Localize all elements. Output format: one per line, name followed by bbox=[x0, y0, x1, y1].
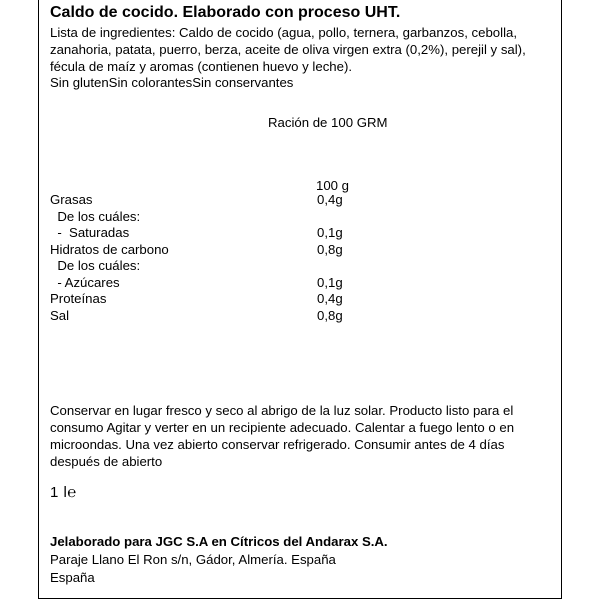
nutrient-label: Hidratos de carbono bbox=[50, 241, 169, 257]
nutrient-label: - Saturadas bbox=[50, 225, 130, 240]
nutrient-label: Grasas bbox=[50, 192, 93, 207]
manufacturer-name: Jelaborado para JGC S.A en Cítricos del Andarax S.A. bbox=[50, 534, 388, 549]
ingredients-list: Lista de ingredientes: Caldo de cocido (agua, pollo, ternera, garbanzos, cebolla, zanahoria, patata, puerro, berza, aceite de oliva virgen extra (0,2%), perejil y sal), fécula de maíz y aromas (contienen huevo y leche). bbox=[50, 25, 526, 74]
nutrient-value: 0,8g bbox=[317, 307, 343, 323]
storage-instructions: Conservar en lugar fresco y seco al abrigo de la luz solar. Producto listo para el consumo Agitar y verter en un recipiente adecuado. Calentar a fuego lento o en microondas. Una vez abierto conservar refrigerado. Consumir antes de 4 días después de abierto bbox=[50, 403, 515, 469]
nutrition-row-protein bbox=[50, 291, 370, 308]
nutrition-row-salt bbox=[50, 308, 370, 325]
nutrient-label: De los cuáles: bbox=[50, 258, 141, 273]
nutrition-row-carbohydrates bbox=[50, 242, 370, 259]
nutrition-row-fat-of-which bbox=[50, 209, 370, 226]
nutrition-table bbox=[50, 192, 370, 324]
nutrient-value: 0,4g bbox=[317, 192, 343, 207]
serving-size: Ración de 100 GRM bbox=[268, 115, 388, 130]
product-claims: Sin glutenSin colorantesSin conservantes bbox=[50, 75, 294, 90]
nutrition-row-fat bbox=[50, 192, 370, 209]
net-quantity: 1 l℮ bbox=[50, 484, 77, 501]
nutrient-value: 0,1g bbox=[317, 225, 343, 240]
nutrition-row-carbs-of-which bbox=[50, 258, 370, 275]
nutrition-row-saturated bbox=[50, 225, 370, 242]
nutrient-label: Proteínas bbox=[50, 291, 107, 306]
nutrition-row-sugars bbox=[50, 275, 370, 292]
nutrient-value: 0,8g bbox=[317, 241, 343, 257]
country-of-origin: España bbox=[50, 570, 95, 585]
nutrient-value: 0,4g bbox=[317, 291, 343, 306]
nutrient-label: - Azúcares bbox=[50, 274, 120, 290]
nutrient-label: Sal bbox=[50, 307, 70, 323]
nutrient-label: De los cuáles: bbox=[50, 208, 141, 224]
product-title: Caldo de cocido. Elaborado con proceso UHT. bbox=[50, 4, 401, 21]
nutrient-value: 0,1g bbox=[317, 274, 343, 290]
manufacturer-address: Paraje Llano El Ron s/n, Gádor, Almería. España bbox=[50, 552, 336, 567]
nutrition-column-header: 100 g bbox=[316, 178, 350, 193]
